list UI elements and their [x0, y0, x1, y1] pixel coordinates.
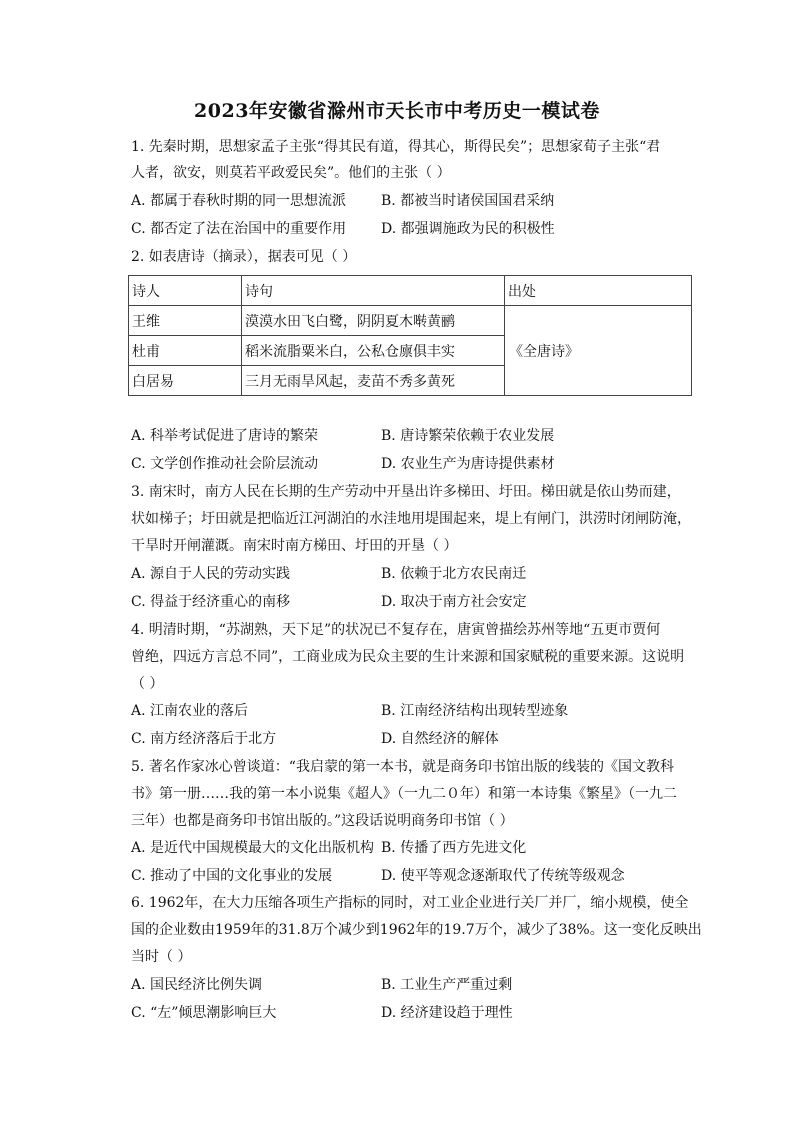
- table-cell-poet: 王维: [129, 306, 242, 336]
- table-cell-verse: 三月无雨旱风起，麦苗不秀多黄死: [242, 366, 505, 396]
- table-cell-poet: 杜甫: [129, 336, 242, 366]
- question-2-option-d: D. 农业生产为唐诗提供素材: [381, 456, 555, 472]
- table-row: [129, 306, 692, 336]
- question-4-line-1: 4. 明清时期，“苏湖熟，天下足”的状况已不复存在，唐寅曾描绘苏州等地“五更市贾何: [131, 622, 661, 638]
- table-cell-verse: 稻米流脂粟米白，公私仓廪俱丰实: [242, 336, 505, 366]
- question-3-option-b: B. 依赖于北方农民南迁: [381, 566, 527, 582]
- question-1-option-a: A. 都属于春秋时期的同一思想流派: [131, 193, 347, 209]
- question-1-option-b: B. 都被当时诸侯国国君采纳: [381, 193, 555, 209]
- page-title: 2023年安徽省滁州市天长市中考历史一模试卷: [194, 100, 600, 122]
- table-header-poet: 诗人: [129, 276, 242, 306]
- question-3-option-c: C. 得益于经济重心的南移: [131, 594, 291, 610]
- question-1-line-2: 人者，欲安，则莫若平政爱民矣”。他们的主张（ ）: [131, 165, 451, 181]
- question-4-option-b: B. 江南经济结构出现转型迹象: [381, 703, 569, 719]
- question-5-option-d: D. 使平等观念逐渐取代了传统等级观念: [381, 868, 625, 884]
- question-4-line-2: 曾绝，四远方言总不同”，工商业成为民众主要的生计来源和国家赋税的重要来源。这说明: [131, 649, 685, 665]
- table-cell-source: 《全唐诗》: [505, 306, 692, 396]
- question-6-option-b: B. 工业生产严重过剩: [381, 977, 513, 993]
- question-5-line-3: 三年）也都是商务印书馆出版的。”这段话说明商务印书馆（ ）: [131, 813, 514, 829]
- table-header-row: [129, 276, 692, 306]
- question-4-line-3: （ ）: [131, 676, 164, 692]
- question-4-option-d: D. 自然经济的解体: [381, 731, 499, 747]
- question-3-option-d: D. 取决于南方社会安定: [381, 594, 527, 610]
- table-cell-verse: 漠漠水田飞白鹭，阴阴夏木啭黄鹂: [242, 306, 505, 336]
- question-6-line-3: 当时（ ）: [131, 949, 192, 965]
- question-1-option-c: C. 都否定了法在治国中的重要作用: [131, 221, 347, 237]
- question-5-option-a: A. 是近代中国规模最大的文化出版机构: [131, 840, 375, 856]
- question-3-line-2: 状如梯子；圩田就是把临近江河湖泊的水洼地用堤围起来，堤上有闸门，洪涝时闭闸防淹，: [131, 511, 691, 527]
- question-6-option-d: D. 经济建设趋于理性: [381, 1005, 513, 1021]
- question-3-option-a: A. 源自于人民的劳动实践: [131, 566, 291, 582]
- question-5-option-b: B. 传播了西方先进文化: [381, 840, 527, 856]
- question-2-line-1: 2. 如表唐诗（摘录），据表可见（ ）: [131, 249, 357, 265]
- question-6-line-2: 国的企业数由1959年的31.8万个减少到1962年的19.7万个，减少了38%。这一变化反映出: [131, 922, 702, 938]
- question-3-line-3: 干旱时开闸灌溉。南宋时南方梯田、圩田的开垦（ ）: [131, 538, 458, 554]
- question-4-option-c: C. 南方经济落后于北方: [131, 731, 277, 747]
- table-header-verse: 诗句: [242, 276, 505, 306]
- question-6-option-a: A. 国民经济比例失调: [131, 977, 263, 993]
- table-header-source: 出处: [505, 276, 692, 306]
- question-2-option-c: C. 文学创作推动社会阶层流动: [131, 456, 319, 472]
- question-2-option-b: B. 唐诗繁荣依赖于农业发展: [381, 428, 555, 444]
- question-4-option-a: A. 江南农业的落后: [131, 703, 249, 719]
- question-6-line-1: 6. 1962年，在大力压缩各项生产指标的同时，对工业企业进行关厂并厂，缩小规模，使全: [131, 895, 689, 911]
- tang-poetry-table: [128, 275, 692, 396]
- question-5-line-2: 书》第一册……我的第一本小说集《超人》（一九二０年）和第一本诗集《繁星》（一九二: [131, 786, 677, 802]
- question-2-option-a: A. 科举考试促进了唐诗的繁荣: [131, 428, 319, 444]
- question-3-line-1: 3. 南宋时，南方人民在长期的生产劳动中开垦出许多梯田、圩田。梯田就是依山势而建，: [131, 484, 681, 500]
- question-5-line-1: 5. 著名作家冰心曾谈道：“我启蒙的第一本书，就是商务印书馆出版的线装的《国文教科: [131, 759, 674, 775]
- question-1-option-d: D. 都强调施政为民的积极性: [381, 221, 555, 237]
- question-5-option-c: C. 推动了中国的文化事业的发展: [131, 868, 333, 884]
- question-6-option-c: C. “左”倾思潮影响巨大: [131, 1005, 277, 1021]
- question-1-line-1: 1. 先秦时期，思想家孟子主张“得其民有道，得其心，斯得民矣”；思想家荀子主张“君: [131, 139, 661, 155]
- table-cell-poet: 白居易: [129, 366, 242, 396]
